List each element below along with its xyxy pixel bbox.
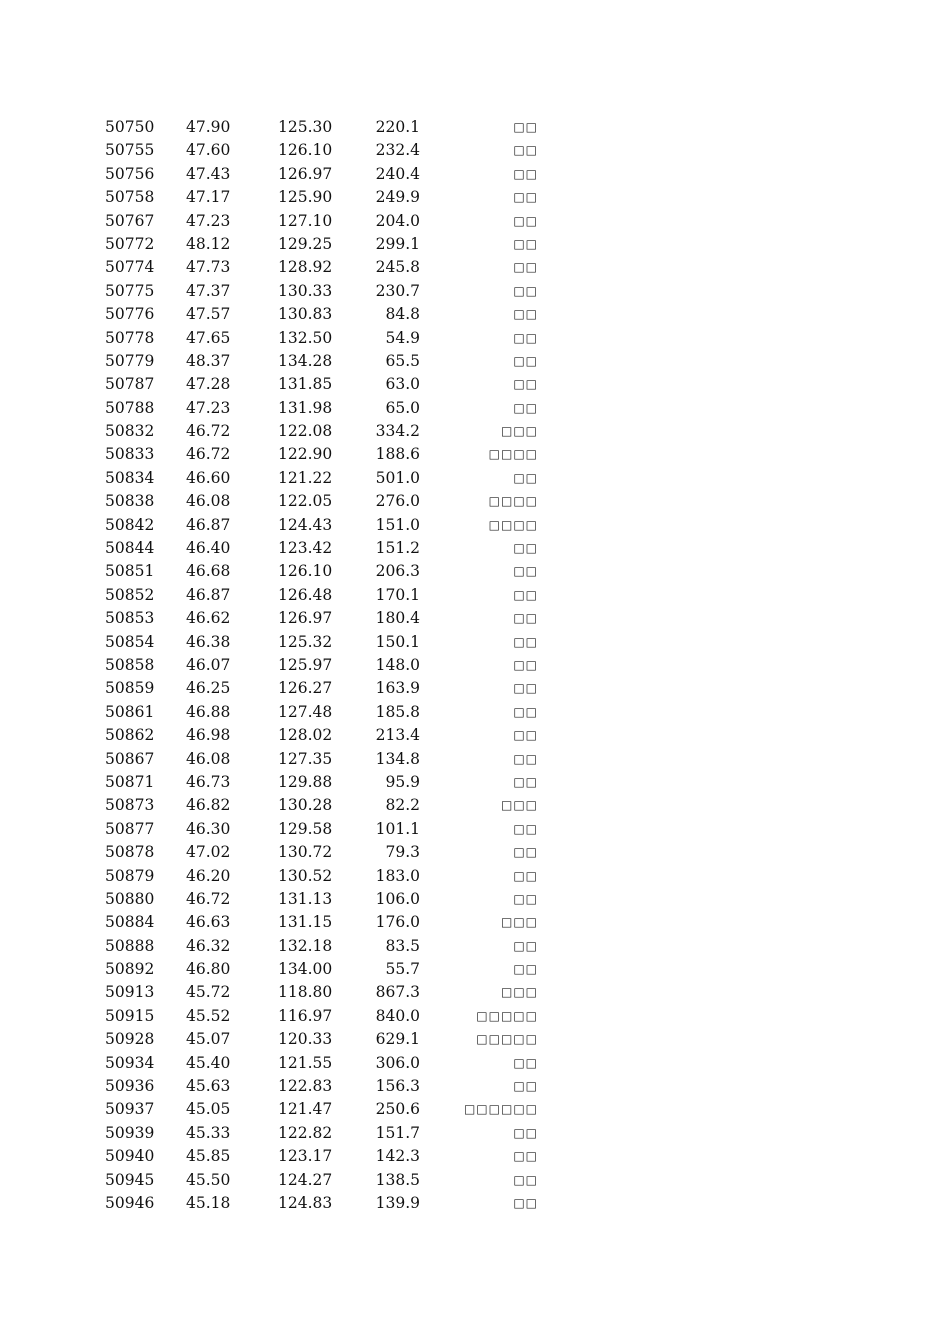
- station-id-cell: 50871: [105, 772, 155, 791]
- latitude-cell: 47.23: [186, 211, 231, 230]
- station-id-cell: 50767: [105, 211, 155, 230]
- table-row: [0, 467, 950, 490]
- table-row: [0, 116, 950, 139]
- longitude-cell: 131.85: [278, 375, 333, 394]
- longitude-cell: 132.18: [278, 936, 333, 955]
- table-row: [0, 631, 950, 654]
- longitude-cell: 126.27: [278, 679, 333, 698]
- longitude-cell: 123.42: [278, 539, 333, 558]
- station-name-cell: □□: [513, 330, 538, 345]
- latitude-cell: 46.98: [186, 726, 231, 745]
- station-name-cell: □□□□: [488, 494, 538, 509]
- longitude-cell: 129.25: [278, 234, 333, 253]
- station-id-cell: 50775: [105, 281, 155, 300]
- station-id-cell: 50873: [105, 796, 155, 815]
- longitude-cell: 126.97: [278, 609, 333, 628]
- station-name-cell: □□□□: [488, 517, 538, 532]
- latitude-cell: 46.88: [186, 702, 231, 721]
- station-id-cell: 50779: [105, 351, 155, 370]
- station-name-cell: □□: [513, 1172, 538, 1187]
- longitude-cell: 124.43: [278, 515, 333, 534]
- latitude-cell: 46.30: [186, 819, 231, 838]
- latitude-cell: 46.72: [186, 889, 231, 908]
- latitude-cell: 46.68: [186, 562, 231, 581]
- altitude-cell: 83.5: [385, 936, 420, 955]
- altitude-cell: 867.3: [375, 983, 420, 1002]
- station-id-cell: 50851: [105, 562, 155, 581]
- longitude-cell: 122.90: [278, 445, 333, 464]
- longitude-cell: 125.30: [278, 118, 333, 136]
- longitude-cell: 126.48: [278, 585, 333, 604]
- longitude-cell: 128.02: [278, 726, 333, 745]
- station-id-cell: 50878: [105, 843, 155, 862]
- table-row: [0, 210, 950, 233]
- latitude-cell: 45.07: [186, 1030, 231, 1049]
- station-name-cell: □□: [513, 1125, 538, 1140]
- station-name-cell: □□: [513, 470, 538, 485]
- station-id-cell: 50879: [105, 866, 155, 885]
- station-name-cell: □□: [513, 657, 538, 672]
- station-id-cell: 50854: [105, 632, 155, 651]
- station-name-cell: □□□: [500, 915, 538, 930]
- longitude-cell: 122.83: [278, 1077, 333, 1096]
- station-name-cell: □□: [513, 377, 538, 392]
- altitude-cell: 180.4: [375, 609, 420, 628]
- table-row: [0, 186, 950, 209]
- table-row: [0, 303, 950, 326]
- altitude-cell: 204.0: [375, 211, 420, 230]
- station-table: [0, 116, 950, 1215]
- table-row: [0, 1122, 950, 1145]
- station-id-cell: 50862: [105, 726, 155, 745]
- altitude-cell: 334.2: [375, 422, 420, 441]
- station-name-cell: □□□: [500, 798, 538, 813]
- station-id-cell: 50787: [105, 375, 155, 394]
- table-row: [0, 888, 950, 911]
- latitude-cell: 46.07: [186, 655, 231, 674]
- latitude-cell: 47.73: [186, 258, 231, 277]
- altitude-cell: 151.7: [375, 1123, 420, 1142]
- altitude-cell: 139.9: [375, 1193, 420, 1212]
- station-id-cell: 50945: [105, 1170, 155, 1189]
- station-id-cell: 50755: [105, 141, 155, 160]
- station-name-cell: □□: [513, 541, 538, 556]
- station-id-cell: 50915: [105, 1006, 155, 1025]
- station-id-cell: 50858: [105, 655, 155, 674]
- longitude-cell: 127.48: [278, 702, 333, 721]
- table-row: [0, 327, 950, 350]
- longitude-cell: 127.35: [278, 749, 333, 768]
- altitude-cell: 151.2: [375, 539, 420, 558]
- table-row: [0, 373, 950, 396]
- latitude-cell: 46.08: [186, 492, 231, 511]
- table-row: [0, 256, 950, 279]
- station-id-cell: 50832: [105, 422, 155, 441]
- latitude-cell: 46.72: [186, 445, 231, 464]
- longitude-cell: 129.58: [278, 819, 333, 838]
- altitude-cell: 220.1: [375, 118, 420, 136]
- latitude-cell: 46.40: [186, 539, 231, 558]
- station-name-cell: □□: [513, 564, 538, 579]
- latitude-cell: 45.18: [186, 1193, 231, 1212]
- altitude-cell: 188.6: [375, 445, 420, 464]
- table-row: [0, 1145, 950, 1168]
- longitude-cell: 122.05: [278, 492, 333, 511]
- table-row: [0, 490, 950, 513]
- altitude-cell: 55.7: [385, 960, 420, 979]
- station-name-cell: □□: [513, 845, 538, 860]
- altitude-cell: 629.1: [375, 1030, 420, 1049]
- altitude-cell: 306.0: [375, 1053, 420, 1072]
- latitude-cell: 46.62: [186, 609, 231, 628]
- station-name-cell: □□: [513, 704, 538, 719]
- longitude-cell: 131.13: [278, 889, 333, 908]
- station-id-cell: 50776: [105, 305, 155, 324]
- altitude-cell: 101.1: [375, 819, 420, 838]
- altitude-cell: 501.0: [375, 468, 420, 487]
- latitude-cell: 47.60: [186, 141, 231, 160]
- altitude-cell: 63.0: [385, 375, 420, 394]
- altitude-cell: 240.4: [375, 164, 420, 183]
- latitude-cell: 47.23: [186, 398, 231, 417]
- latitude-cell: 46.87: [186, 585, 231, 604]
- station-name-cell: □□□□□: [476, 1032, 538, 1047]
- station-id-cell: 50772: [105, 234, 155, 253]
- altitude-cell: 151.0: [375, 515, 420, 534]
- station-name-cell: □□: [513, 166, 538, 181]
- latitude-cell: 46.32: [186, 936, 231, 955]
- station-name-cell: □□: [513, 891, 538, 906]
- altitude-cell: 840.0: [375, 1006, 420, 1025]
- latitude-cell: 45.05: [186, 1100, 231, 1119]
- table-row: [0, 701, 950, 724]
- station-name-cell: □□: [513, 774, 538, 789]
- station-name-cell: □□: [513, 120, 538, 134]
- altitude-cell: 185.8: [375, 702, 420, 721]
- table-row: [0, 1028, 950, 1051]
- longitude-cell: 121.47: [278, 1100, 333, 1119]
- longitude-cell: 120.33: [278, 1030, 333, 1049]
- longitude-cell: 125.97: [278, 655, 333, 674]
- altitude-cell: 138.5: [375, 1170, 420, 1189]
- table-row: [0, 514, 950, 537]
- latitude-cell: 47.57: [186, 305, 231, 324]
- longitude-cell: 134.00: [278, 960, 333, 979]
- table-row: [0, 163, 950, 186]
- altitude-cell: 82.2: [385, 796, 420, 815]
- station-name-cell: □□: [513, 260, 538, 275]
- latitude-cell: 48.37: [186, 351, 231, 370]
- table-row: [0, 397, 950, 420]
- table-row: [0, 818, 950, 841]
- longitude-cell: 116.97: [278, 1006, 333, 1025]
- table-row: [0, 958, 950, 981]
- table-row: [0, 794, 950, 817]
- altitude-cell: 176.0: [375, 913, 420, 932]
- station-id-cell: 50842: [105, 515, 155, 534]
- station-id-cell: 50853: [105, 609, 155, 628]
- station-name-cell: □□: [513, 143, 538, 158]
- station-name-cell: □□: [513, 681, 538, 696]
- table-row: [0, 560, 950, 583]
- longitude-cell: 134.28: [278, 351, 333, 370]
- latitude-cell: 45.63: [186, 1077, 231, 1096]
- table-row: [0, 233, 950, 256]
- latitude-cell: 46.80: [186, 960, 231, 979]
- table-row: [0, 654, 950, 677]
- station-name-cell: □□: [513, 587, 538, 602]
- latitude-cell: 46.82: [186, 796, 231, 815]
- station-name-cell: □□: [513, 611, 538, 626]
- longitude-cell: 130.28: [278, 796, 333, 815]
- station-name-cell: □□: [513, 728, 538, 743]
- latitude-cell: 45.40: [186, 1053, 231, 1072]
- latitude-cell: 47.43: [186, 164, 231, 183]
- station-name-cell: □□: [513, 1149, 538, 1164]
- table-row: [0, 1192, 950, 1215]
- altitude-cell: 250.6: [375, 1100, 420, 1119]
- latitude-cell: 46.08: [186, 749, 231, 768]
- station-id-cell: 50880: [105, 889, 155, 908]
- longitude-cell: 121.22: [278, 468, 333, 487]
- altitude-cell: 163.9: [375, 679, 420, 698]
- altitude-cell: 206.3: [375, 562, 420, 581]
- latitude-cell: 46.25: [186, 679, 231, 698]
- altitude-cell: 106.0: [375, 889, 420, 908]
- altitude-cell: 170.1: [375, 585, 420, 604]
- station-id-cell: 50834: [105, 468, 155, 487]
- altitude-cell: 134.8: [375, 749, 420, 768]
- latitude-cell: 47.02: [186, 843, 231, 862]
- station-id-cell: 50884: [105, 913, 155, 932]
- station-name-cell: □□□□□: [476, 1008, 538, 1023]
- longitude-cell: 126.97: [278, 164, 333, 183]
- station-id-cell: 50859: [105, 679, 155, 698]
- station-id-cell: 50946: [105, 1193, 155, 1212]
- longitude-cell: 128.92: [278, 258, 333, 277]
- latitude-cell: 45.50: [186, 1170, 231, 1189]
- altitude-cell: 148.0: [375, 655, 420, 674]
- latitude-cell: 46.73: [186, 772, 231, 791]
- station-name-cell: □□: [513, 236, 538, 251]
- station-id-cell: 50936: [105, 1077, 155, 1096]
- table-row: [0, 1075, 950, 1098]
- station-name-cell: □□: [513, 962, 538, 977]
- longitude-cell: 130.72: [278, 843, 333, 862]
- table-row: [0, 607, 950, 630]
- station-name-cell: □□: [513, 868, 538, 883]
- station-id-cell: 50833: [105, 445, 155, 464]
- latitude-cell: 45.72: [186, 983, 231, 1002]
- table-row: [0, 1098, 950, 1121]
- longitude-cell: 124.27: [278, 1170, 333, 1189]
- station-id-cell: 50758: [105, 188, 155, 207]
- longitude-cell: 127.10: [278, 211, 333, 230]
- station-name-cell: □□: [513, 821, 538, 836]
- latitude-cell: 46.38: [186, 632, 231, 651]
- station-id-cell: 50892: [105, 960, 155, 979]
- table-row: [0, 584, 950, 607]
- table-row: [0, 748, 950, 771]
- latitude-cell: 46.20: [186, 866, 231, 885]
- latitude-cell: 47.37: [186, 281, 231, 300]
- station-name-cell: □□: [513, 353, 538, 368]
- latitude-cell: 47.90: [186, 118, 231, 136]
- altitude-cell: 299.1: [375, 234, 420, 253]
- station-name-cell: □□□: [500, 424, 538, 439]
- table-row: [0, 724, 950, 747]
- station-name-cell: □□□: [500, 985, 538, 1000]
- altitude-cell: 54.9: [385, 328, 420, 347]
- latitude-cell: 45.52: [186, 1006, 231, 1025]
- station-id-cell: 50939: [105, 1123, 155, 1142]
- latitude-cell: 45.85: [186, 1147, 231, 1166]
- station-id-cell: 50844: [105, 539, 155, 558]
- longitude-cell: 118.80: [278, 983, 333, 1002]
- latitude-cell: 47.65: [186, 328, 231, 347]
- latitude-cell: 46.63: [186, 913, 231, 932]
- station-id-cell: 50937: [105, 1100, 155, 1119]
- station-id-cell: 50838: [105, 492, 155, 511]
- altitude-cell: 232.4: [375, 141, 420, 160]
- latitude-cell: 48.12: [186, 234, 231, 253]
- altitude-cell: 245.8: [375, 258, 420, 277]
- table-row: [0, 865, 950, 888]
- latitude-cell: 45.33: [186, 1123, 231, 1142]
- station-id-cell: 50940: [105, 1147, 155, 1166]
- station-name-cell: □□□□: [488, 447, 538, 462]
- station-id-cell: 50788: [105, 398, 155, 417]
- station-name-cell: □□: [513, 1055, 538, 1070]
- longitude-cell: 131.15: [278, 913, 333, 932]
- table-row: [0, 677, 950, 700]
- longitude-cell: 121.55: [278, 1053, 333, 1072]
- table-row: [0, 841, 950, 864]
- station-name-cell: □□: [513, 213, 538, 228]
- longitude-cell: 131.98: [278, 398, 333, 417]
- longitude-cell: 130.52: [278, 866, 333, 885]
- table-row: [0, 981, 950, 1004]
- table-row: [0, 139, 950, 162]
- station-name-cell: □□: [513, 1195, 538, 1210]
- longitude-cell: 132.50: [278, 328, 333, 347]
- altitude-cell: 156.3: [375, 1077, 420, 1096]
- latitude-cell: 46.87: [186, 515, 231, 534]
- station-id-cell: 50867: [105, 749, 155, 768]
- longitude-cell: 122.82: [278, 1123, 333, 1142]
- table-row: [0, 935, 950, 958]
- table-row: [0, 1169, 950, 1192]
- station-id-cell: 50852: [105, 585, 155, 604]
- station-id-cell: 50934: [105, 1053, 155, 1072]
- longitude-cell: 125.32: [278, 632, 333, 651]
- longitude-cell: 126.10: [278, 562, 333, 581]
- table-row: [0, 771, 950, 794]
- longitude-cell: 126.10: [278, 141, 333, 160]
- latitude-cell: 47.28: [186, 375, 231, 394]
- altitude-cell: 142.3: [375, 1147, 420, 1166]
- station-name-cell: □□: [513, 1079, 538, 1094]
- table-row: [0, 280, 950, 303]
- table-row: [0, 537, 950, 560]
- table-row: [0, 1052, 950, 1075]
- station-id-cell: 50756: [105, 164, 155, 183]
- altitude-cell: 95.9: [385, 772, 420, 791]
- altitude-cell: 84.8: [385, 305, 420, 324]
- latitude-cell: 46.60: [186, 468, 231, 487]
- station-name-cell: □□: [513, 634, 538, 649]
- altitude-cell: 183.0: [375, 866, 420, 885]
- station-name-cell: □□□□□□: [463, 1102, 538, 1117]
- longitude-cell: 122.08: [278, 422, 333, 441]
- altitude-cell: 79.3: [385, 843, 420, 862]
- station-name-cell: □□: [513, 938, 538, 953]
- station-name-cell: □□: [513, 400, 538, 415]
- longitude-cell: 130.33: [278, 281, 333, 300]
- station-id-cell: 50913: [105, 983, 155, 1002]
- longitude-cell: 125.90: [278, 188, 333, 207]
- station-id-cell: 50778: [105, 328, 155, 347]
- altitude-cell: 249.9: [375, 188, 420, 207]
- station-id-cell: 50774: [105, 258, 155, 277]
- table-row: [0, 443, 950, 466]
- altitude-cell: 276.0: [375, 492, 420, 511]
- longitude-cell: 130.83: [278, 305, 333, 324]
- altitude-cell: 213.4: [375, 726, 420, 745]
- station-name-cell: □□: [513, 307, 538, 322]
- station-name-cell: □□: [513, 190, 538, 205]
- station-id-cell: 50928: [105, 1030, 155, 1049]
- latitude-cell: 47.17: [186, 188, 231, 207]
- altitude-cell: 150.1: [375, 632, 420, 651]
- longitude-cell: 129.88: [278, 772, 333, 791]
- station-name-cell: □□: [513, 751, 538, 766]
- station-name-cell: □□: [513, 283, 538, 298]
- table-row: [0, 420, 950, 443]
- longitude-cell: 124.83: [278, 1193, 333, 1212]
- table-row: [0, 911, 950, 934]
- station-id-cell: 50750: [105, 118, 155, 136]
- altitude-cell: 65.5: [385, 351, 420, 370]
- latitude-cell: 46.72: [186, 422, 231, 441]
- table-row: [0, 350, 950, 373]
- altitude-cell: 230.7: [375, 281, 420, 300]
- station-id-cell: 50877: [105, 819, 155, 838]
- table-row: [0, 1005, 950, 1028]
- longitude-cell: 123.17: [278, 1147, 333, 1166]
- station-id-cell: 50861: [105, 702, 155, 721]
- altitude-cell: 65.0: [385, 398, 420, 417]
- station-id-cell: 50888: [105, 936, 155, 955]
